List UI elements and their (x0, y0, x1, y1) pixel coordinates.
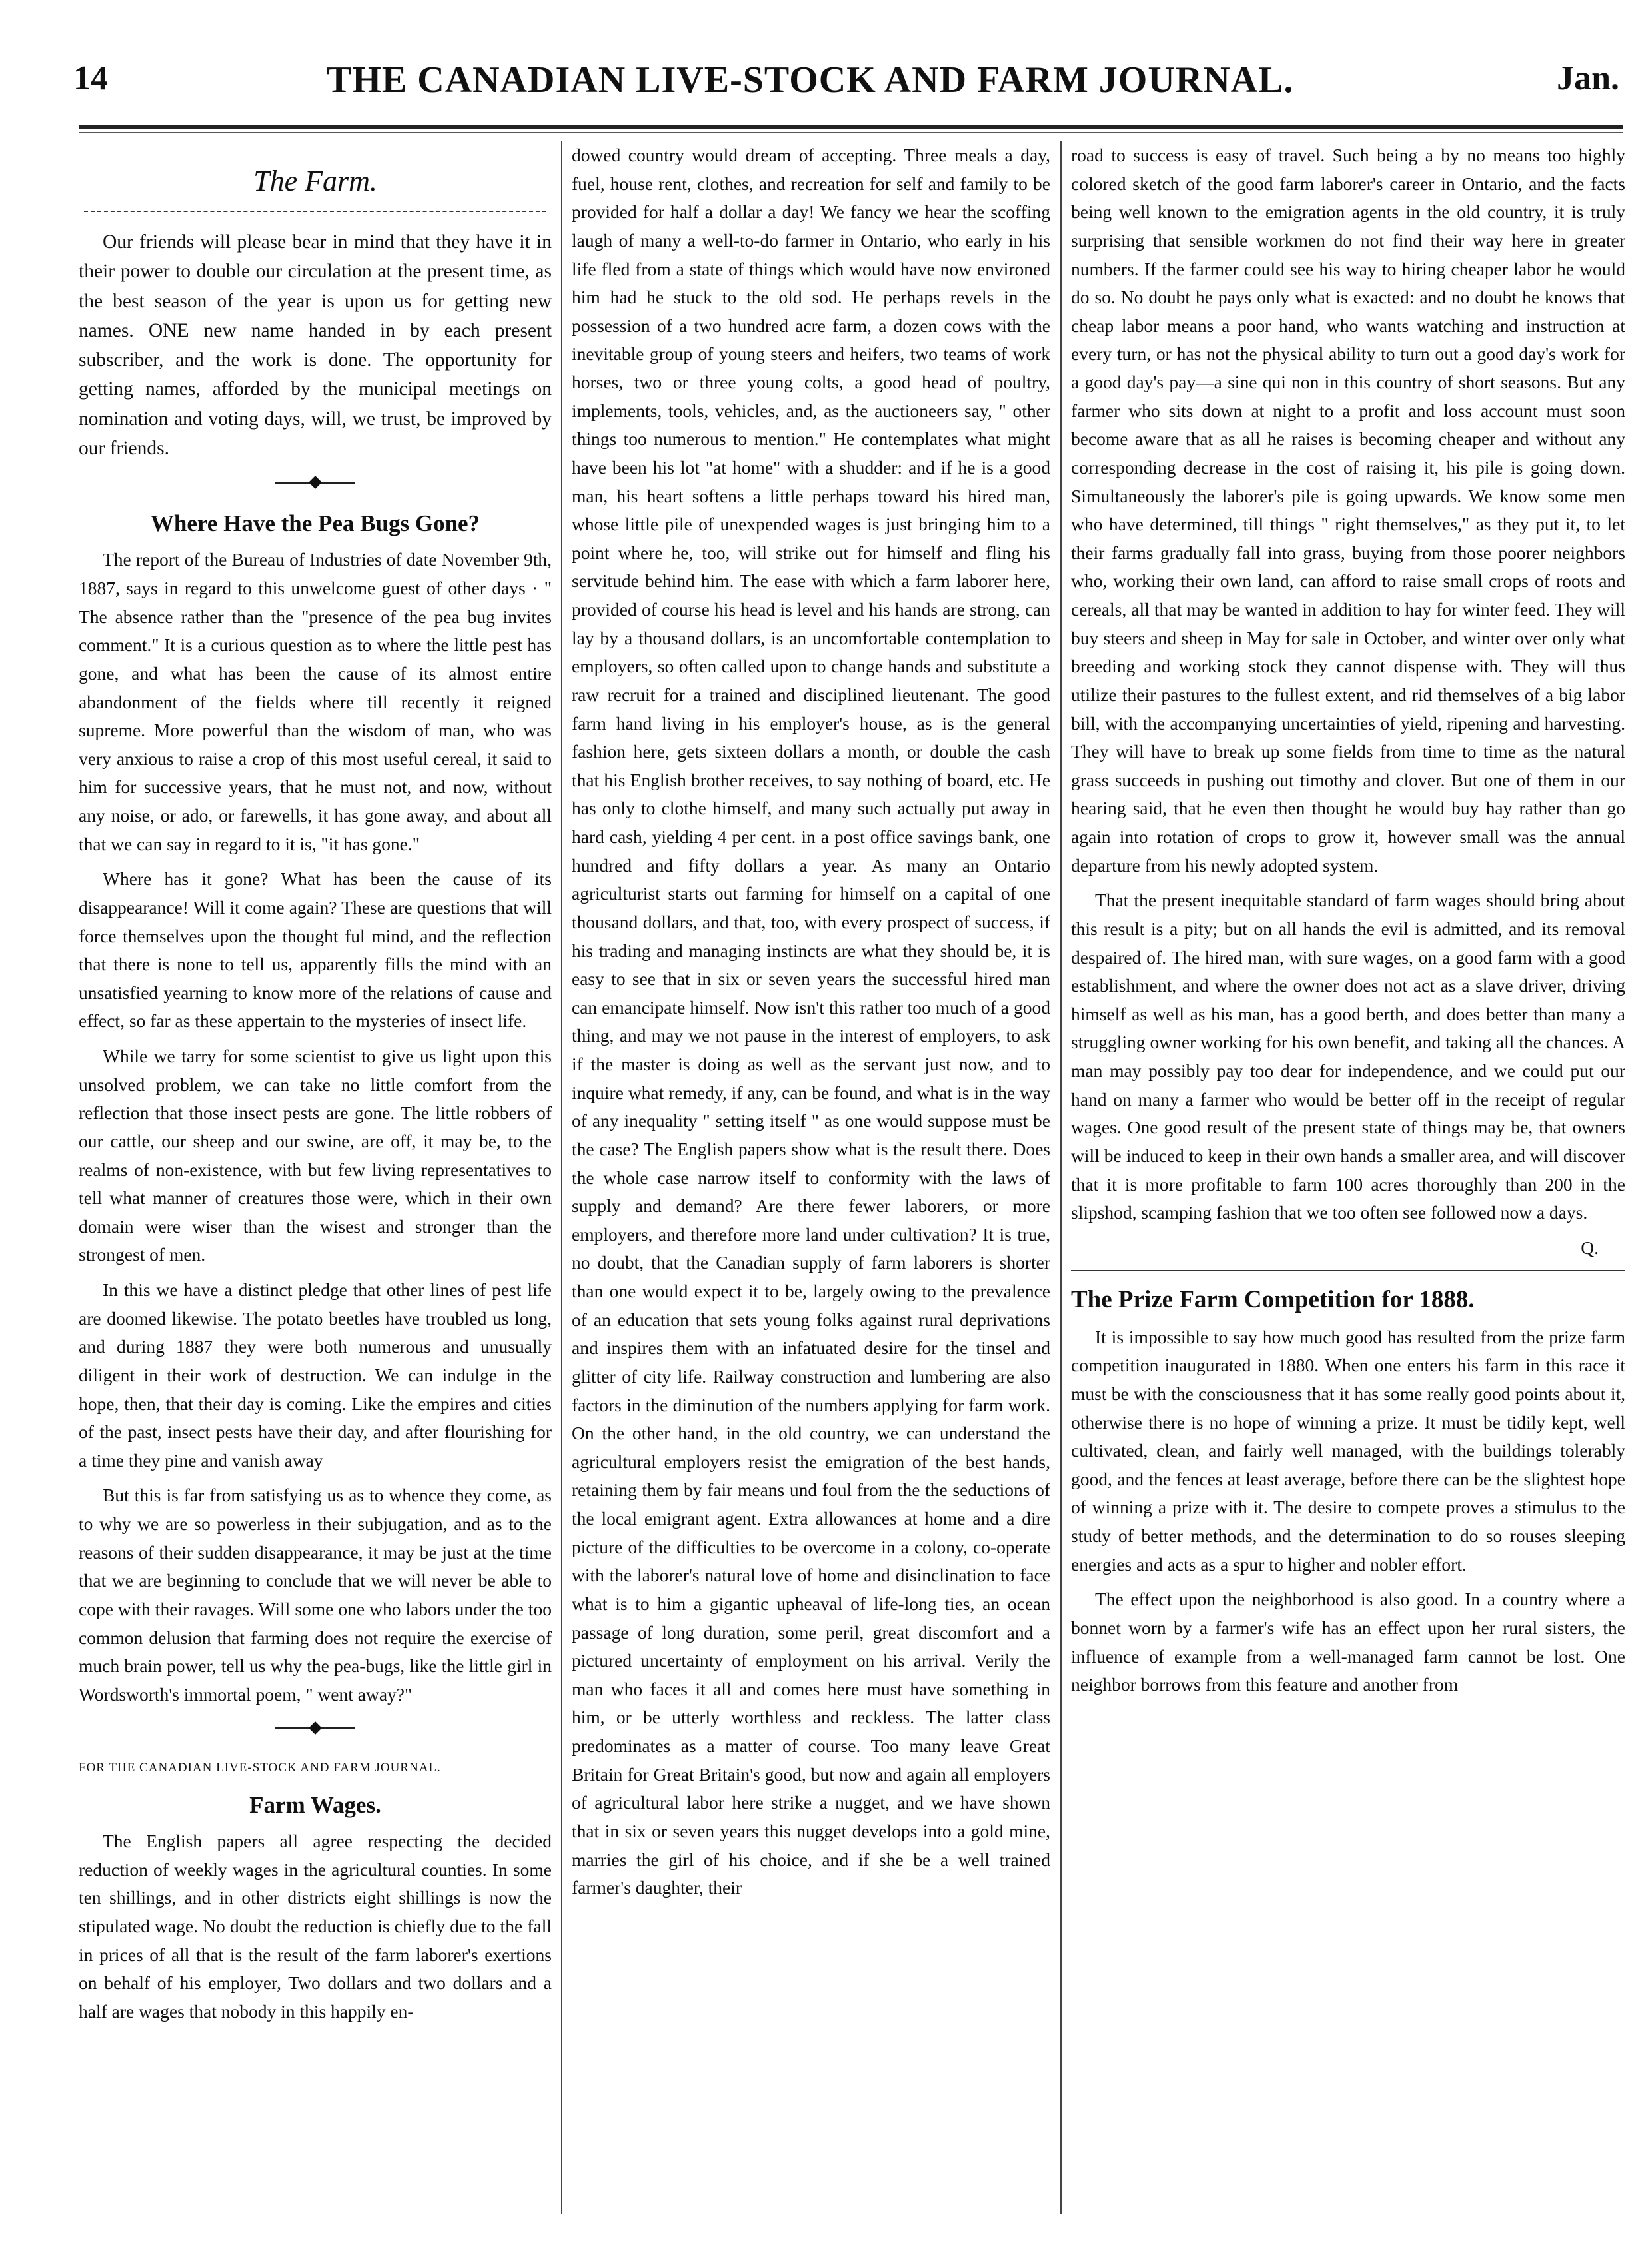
section-rule (84, 211, 546, 214)
article-paragraph: Where has it gone? What has been the cause of its disappearance! Will it come again? These are questions that will force themselves upon the thought ful mind, and the reflection that there is none to tell us, apparently fills the mind with an unsatisfied yearning to know more of the relations of cause and effect, so far as these appertain to the mysteries of insect life. (79, 868, 552, 1032)
article-paragraph: But this is far from satisfying us as to whence they come, as to why we are so powerless in their subjugation, and as to the reasons of their sudden disappearance, it may be just at the time that we are beginning to conclude that we will never be able to cope with their ravages. Will some one who labors under the too common delusion that farming does not require the exercise of much brain power, tell us why the pea-bugs, like the little girl in Wordsworth's immortal poem, " went away?" (79, 1485, 552, 1705)
separator-ornament (79, 1715, 552, 1742)
lead-notice: Our friends will please bear in mind that they have it in their power to double our circulation at the present time, as the best season of the year is upon us for getting new names. ONE new name handed in by each present subscriber, and the work is done. The opportunity for getting names, afforded by the municipal meetings on nomination and voting days, will, we trust, be improved by our friends. (79, 231, 552, 459)
article-paragraph: It is impossible to say how much good has resulted from the prize farm competition inaugurated in 1880. When one enters his farm in this race it must be with the consciousness that it has some really good points about it, otherwise there is no hope of winning a prize. It must be tidily kept, well cultivated, clean, and fairly well managed, with the buildings tolerably good, and the fences at least average, before there can be the slightest hope of winning a prize with it. The desire to compete proves a stimulus to the study of better methods, and the determination to do so rouses sleeping energies and acts as a spur to higher and nobler effort. (1071, 1326, 1625, 1575)
article-title: Where Have the Pea Bugs Gone? (150, 510, 480, 537)
author-signature: Q. (1581, 1237, 1599, 1258)
header-rule-thin (79, 132, 1623, 133)
section-title: The Farm. (253, 165, 377, 197)
article-paragraph: That the present inequitable standard of farm wages should bring about this result is a pity; but on all hands the evil is admitted, and its removal despaired of. The hired man, with sure wages, on a good farm with a good establishment, and where the owner does not act as a slave driver, driving himself as well as his man, has a good berth, and does better than many a struggling owner working for his own benefit, and taking all the chances. A man may possibly pay too dear for independence, and we could put our hand on many a farmer who would be better off in the receipt of regular wages. One good result of the present state of things may be, that owners will be induced to keep in their own hands a smaller area, and will discover that it is more profitable to farm 100 acres thoroughly than 200 in the slipshod, scamping fashion that we too often see followed now a days. (1071, 890, 1625, 1223)
article-title: Farm Wages. (249, 1791, 381, 1818)
issue-month: Jan. (1557, 59, 1619, 97)
article-paragraph: road to success is easy of travel. Such being a by no means too highly colored sketch of the good farm laborer's career in Ontario, and the facts being well known to the emigration agents in the old country, it is truly surprising that sensible workmen do not find their way here in greater numbers. If the farmer could see his way to hiring cheaper labor he would do so. No doubt he pays only what is exacted: and no doubt he knows that cheap labor means a poor hand, who wants watching and instruction at every turn, or has not the physical ability to turn out a good day's work for a good day's pay—a sine qui non in this country of short seasons. But any farmer who sits down at night to a profit and loss account must soon become aware that as all he raises is becoming cheaper and without any corresponding decrease in the cost of raising it, his pile is going down. Simultaneously the laborer's pile is going upwards. We know some men who have determined, till things " right themselves," as they put it, to let their farms gradually fall into grass, buying from those poorer neighbors who, working their own land, can afford to raise small crops of roots and cereals, all that may be wanted in addition to hay for winter feed. They will buy steers and sheep in May for sale in October, and winter over only what breeding and working stock they cannot dispense with. They will thus utilize their pastures to the fullest extent, and rid themselves of a big labor bill, with the accompanying uncertainties of yield, ripening and harvesting. They will have to break up some fields from time to time as the natural grass succeeds in pushing out timothy and clover. But one of them in our hearing said, that he even then thought he would buy hay rather than go again into rotation of crops to grow it, however small was the annual departure from his newly adopted system. (1071, 145, 1625, 876)
article-title: The Prize Farm Competition for 1888. (1071, 1286, 1475, 1314)
column-2 (572, 141, 1050, 2220)
article-byline: FOR THE CANADIAN LIVE-STOCK AND FARM JOURNAL. (79, 1761, 441, 1775)
article-paragraph: The report of the Bureau of Industries of date November 9th, 1887, says in regard to this unwelcome guest of other days · " The absence rather than the "presence of the pea bug invites comment." It is a curious question as to where the little pest has gone, and what has been the cause of its almost entire abandonment of the fields where till recently it reigned supreme. More powerful than the wisdom of man, who was very anxious to raise a crop of this most useful cereal, it said to him for successive years, that he must not, and now, without any noise, or ado, or farewells, it has gone away, and about all that we can say in regard to it is, "it has gone." (79, 549, 552, 854)
column-divider (561, 141, 562, 2214)
column-1 (79, 141, 552, 2220)
journal-title: THE CANADIAN LIVE-STOCK AND FARM JOURNAL. (327, 59, 1294, 101)
article-paragraph: The English papers all agree respecting the decided reduction of weekly wages in the agricultural counties. In some ten shillings, and in other districts eight shillings is now the stipulated wage. No doubt the reduction is chiefly due to the fall in prices of all that is the result of the farm laborer's exertions on behalf of his employer, Two dollars and two dollars and a half are wages that nobody in this happily en- (79, 1831, 552, 2022)
page-number: 14 (73, 59, 108, 97)
separator-ornament (79, 470, 552, 496)
header-rule (79, 125, 1623, 129)
column-divider (1060, 141, 1062, 2214)
article-paragraph: The effect upon the neighborhood is also good. In a country where a bonnet worn by a farmer's wife has an effect upon her rural sisters, the influence of example from a well-managed farm cannot be lost. One neighbor borrows from this feature and another from (1071, 1589, 1625, 1695)
article-paragraph: While we tarry for some scientist to give us light upon this unsolved problem, we can take no little comfort from the reflection that those insect pests are gone. The little robbers of our cattle, our sheep and our swine, are off, it may be, to the realms of non-existence, with but few living representatives to tell what manner of creatures those were, which in their own domain were wiser than the wisest and stronger than the strongest of men. (79, 1046, 552, 1265)
article-rule (1071, 1270, 1625, 1271)
article-paragraph: In this we have a distinct pledge that other lines of pest life are doomed likewise. The potato beetles have troubled us long, and during 1887 they were both numerous and unusually diligent in their work of destruction. We can indulge in the hope, then, that their day is coming. Like the empires and cities of the past, insect pests have their day, and after flourishing for a time they pine and vanish away (79, 1279, 552, 1471)
article-paragraph: dowed country would dream of accepting. Three meals a day, fuel, house rent, clothes, and recreation for self and family to be provided for half a dollar a day! We fancy we hear the scoffing laugh of many a well-to-do farmer in Ontario, who early in his life fled from a state of things which would have now environed him had he stuck to the old sod. He perhaps revels in the possession of a two hundred acre farm, a dozen cows with the inevitable group of young steers and heifers, two teams of work horses, two or three young colts, a good head of poultry, implements, tools, vehicles, and, as the auctioneers say, " other things too numerous to mention." He contemplates what might have been his lot "at home" with a shudder: and if he is a good man, his heart softens a little perhaps toward his hired man, whose little pile of unexpended wages is just bringing him to a point where he, too, will strike out for himself and fling his servitude behind him. The ease with which a farm laborer here, provided of course his head is level and his hands are strong, can lay by a thousand dollars, is an uncomfortable contemplation to employers, so often called upon to change hands and substitute a raw recruit for a trained and disciplined lieutenant. The good farm hand living in his employer's house, as is the general fashion here, gets sixteen dollars a month, or double the cash that his English brother receives, to say nothing of board, etc. He has only to clothe himself, and many such actually put away in hard cash, yielding 4 per cent. in a post office savings bank, one hundred and fifty dollars a year. As many an Ontario agriculturist starts out farming for himself on a capital of one thousand dollars, and that, too, with every prospect of success, if his trading and managing instincts are what they should be, it is easy to see that in six or seven years the successful hired man can emancipate himself. Now isn't this rather too much of a good thing, and may we not pause in the interest of employers, to ask if the master is doing as well as the servant just now, and to inquire what remedy, if any, can be found, and what is in the way of any inequality " setting itself " as one would suppose must be the case? The English papers show what is the result there. Does the whole case narrow itself to conformity with the laws of supply and demand? Are there fewer laborers, or more employers, and therefore more land under cultivation? It is true, no doubt, that the Canadian supply of farm laborers is shorter than one would expect it to be, largely owing to the prevalence of an education that sets young folks against rural deprivations and inspires them with an infatuated desire for the tinsel and glitter of city life. Railway construction and lumbering are also factors in the diminution of the numbers applying for farm work. On the other hand, in the old country, we can understand the agricultural employers resist the emigration of the best hands, retaining them by fair means und foul from the the seductions of the local emigrant agent. Extra allowances at home and a dire picture of the difficulties to be overcome in a colony, co-operate with the laborer's natural love of home and disinclination to face what is to him a gigantic upheaval of life-long ties, an ocean passage of long duration, some peril, great discomfort and a pictured uncertainty of employment on his arrival. Verily the man who faces it all and comes here must have something in him, or be utterly worthless and reckless. The latter class predominates as a matter of course. Too many leave Great Britain for Great Britain's good, but now and again all employers of agricultural labor here strike a nugget, and we have shown that in six or seven years this nugget develops into a gold mine, marries the girl of his choice, and if she be a well trained farmer's daughter, their (572, 145, 1050, 1898)
page-header (73, 59, 1619, 119)
column-3 (1071, 141, 1625, 2220)
